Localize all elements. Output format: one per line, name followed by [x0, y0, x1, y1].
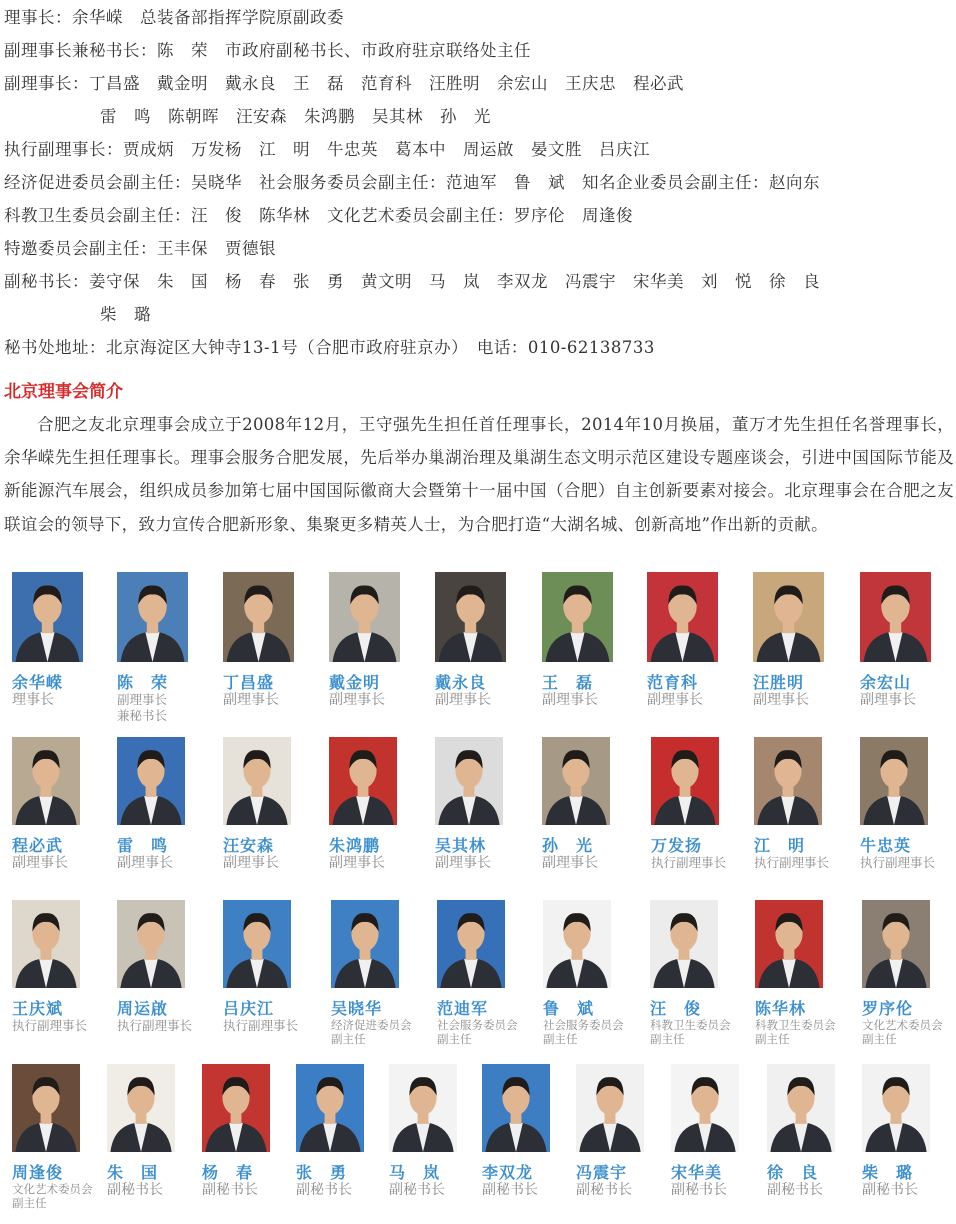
member-role: 副理事长 — [223, 855, 279, 871]
member-role: 执行副理事长 — [754, 855, 830, 870]
member-card — [107, 1064, 201, 1224]
member-role: 副理事长 — [435, 855, 491, 871]
member-role: 理事长 — [12, 692, 54, 708]
member-card — [862, 1064, 956, 1224]
member-card — [651, 737, 745, 897]
portrait-photo — [223, 572, 294, 662]
member-name: 罗序伦 — [862, 999, 914, 1018]
member-card — [223, 572, 317, 732]
member-card — [202, 1064, 296, 1224]
info-line-deputy-secretaries-cont: 柴 璐 — [100, 305, 151, 324]
member-name: 汪胜明 — [753, 673, 805, 692]
portrait-photo — [651, 737, 719, 825]
member-name: 朱鸿鹏 — [329, 836, 381, 855]
member-role: 执行副理事长 — [117, 1018, 193, 1033]
member-card — [767, 1064, 861, 1224]
member-card — [12, 737, 106, 897]
member-name: 戴金明 — [329, 673, 381, 692]
member-role: 副秘书长 — [202, 1182, 258, 1198]
member-role: 副理事长 — [753, 692, 809, 708]
member-card — [329, 737, 423, 897]
member-card — [542, 572, 636, 732]
member-role: 科教卫生委员会 副主任 — [650, 1018, 731, 1047]
member-name: 程必武 — [12, 836, 64, 855]
member-name: 吴其林 — [435, 836, 487, 855]
portrait-photo — [331, 900, 399, 988]
portrait-photo — [117, 737, 185, 825]
member-role: 社会服务委员会 副主任 — [543, 1018, 624, 1047]
portrait-photo — [754, 737, 822, 825]
member-card — [117, 737, 211, 897]
member-role: 副理事长 — [647, 692, 703, 708]
member-card — [437, 900, 531, 1060]
member-role: 副理事长 — [223, 692, 279, 708]
member-role: 文化艺术委员会 副主任 — [862, 1018, 943, 1047]
member-role: 执行副理事长 — [12, 1018, 88, 1033]
member-name: 宋华美 — [671, 1163, 723, 1182]
member-role: 经济促进委员会 副主任 — [331, 1018, 412, 1047]
member-card — [671, 1064, 765, 1224]
member-name: 鲁 斌 — [543, 999, 595, 1018]
member-card — [296, 1064, 390, 1224]
member-name: 孙 光 — [542, 836, 594, 855]
portrait-photo — [576, 1064, 644, 1152]
portrait-photo — [767, 1064, 835, 1152]
portrait-photo — [650, 900, 718, 988]
portrait-photo — [437, 900, 505, 988]
member-name: 范育科 — [647, 673, 699, 692]
member-card — [542, 737, 636, 897]
portrait-photo — [755, 900, 823, 988]
member-card — [754, 737, 848, 897]
member-name: 汪安森 — [223, 836, 275, 855]
portrait-photo — [223, 900, 291, 988]
member-card — [12, 900, 106, 1060]
portrait-photo — [12, 1064, 80, 1152]
intro-paragraph: 合肥之友北京理事会成立于2008年12月，王守强先生担任首任理事长，2014年10月换届，董万才先生担任名誉理事长，余华嵘先生担任理事长。理事会服务合肥发展，先后举办巢湖治理及巢湖生态文明示范区建设专题座谈会，引进中国国际节能及新能源汽车展会，组织成员参加第七届中国国际徽商大会暨第十一届中国（合肥）自主创新要素对接会。北京理事会在合肥之友联谊会的领导下，致力宣传合肥新形象、集聚更多精英人士，为合肥打造“大湖名城、创新高地”作出新的贡献。 — [4, 415, 954, 534]
member-name: 陈 荣 — [117, 673, 169, 692]
member-card — [576, 1064, 670, 1224]
member-role: 副理事长 — [329, 855, 385, 871]
member-name: 吕庆江 — [223, 999, 275, 1018]
member-card — [435, 737, 529, 897]
portrait-photo — [117, 900, 185, 988]
member-card — [482, 1064, 576, 1224]
member-card — [650, 900, 744, 1060]
info-line-committee-deputies-1: 经济促进委员会副主任：吴晓华 社会服务委员会副主任：范迪军 鲁 斌 知名企业委员会副主任：赵向东 — [4, 173, 820, 192]
member-name: 李双龙 — [482, 1163, 534, 1182]
info-line-deputy-secretaries: 副秘书长：姜守保 朱 国 杨 春 张 勇 黄文明 马 岚 李双龙 冯震宇 宋华美 刘 悦 徐 良 — [4, 272, 820, 291]
member-name: 吴晓华 — [331, 999, 383, 1018]
member-role: 副理事长 — [12, 855, 68, 871]
portrait-photo — [860, 737, 928, 825]
member-card — [862, 900, 956, 1060]
portrait-photo — [542, 572, 613, 662]
member-role: 副理事长 — [542, 855, 598, 871]
member-name: 戴永良 — [435, 673, 487, 692]
member-name: 周逢俊 — [12, 1163, 64, 1182]
member-role: 副理事长 兼秘书长 — [117, 692, 168, 723]
info-line-special-committee: 特邀委员会副主任：王丰保 贾德银 — [4, 239, 276, 258]
member-role: 副秘书长 — [767, 1182, 823, 1198]
member-role: 副理事长 — [435, 692, 491, 708]
member-name: 王 磊 — [542, 673, 594, 692]
member-role: 副秘书长 — [671, 1182, 727, 1198]
portrait-photo — [647, 572, 718, 662]
member-card — [860, 737, 954, 897]
portrait-photo — [435, 572, 506, 662]
portrait-photo — [862, 1064, 930, 1152]
member-card — [329, 572, 423, 732]
member-photo-grid — [0, 572, 956, 1223]
info-line-chairman: 理事长：余华嵘 总装备部指挥学院原副政委 — [4, 8, 344, 27]
member-role: 副秘书长 — [482, 1182, 538, 1198]
member-name: 江 明 — [754, 836, 806, 855]
member-card — [331, 900, 425, 1060]
member-role: 执行副理事长 — [860, 855, 936, 870]
portrait-photo — [862, 900, 930, 988]
member-name: 余华嵘 — [12, 673, 64, 692]
member-role: 副秘书长 — [389, 1182, 445, 1198]
member-name: 马 岚 — [389, 1163, 441, 1182]
member-name: 丁昌盛 — [223, 673, 275, 692]
member-card — [647, 572, 741, 732]
member-name: 张 勇 — [296, 1163, 348, 1182]
member-card — [753, 572, 847, 732]
member-role: 科教卫生委员会 副主任 — [755, 1018, 836, 1047]
portrait-photo — [329, 737, 397, 825]
portrait-photo — [482, 1064, 550, 1152]
portrait-photo — [12, 900, 80, 988]
info-line-executive-vice-chairmen: 执行副理事长：贾成炳 万发杨 江 明 牛忠英 葛本中 周运啟 晏文胜 吕庆江 — [4, 140, 650, 159]
member-role: 副秘书长 — [107, 1182, 163, 1198]
member-name: 万发扬 — [651, 836, 703, 855]
member-name: 陈华林 — [755, 999, 807, 1018]
portrait-photo — [671, 1064, 739, 1152]
member-role: 副秘书长 — [576, 1182, 632, 1198]
portrait-photo — [202, 1064, 270, 1152]
member-role: 副秘书长 — [862, 1182, 918, 1198]
portrait-photo — [12, 572, 83, 662]
info-line-vice-chairmen: 副理事长：丁昌盛 戴金明 戴永良 王 磊 范育科 汪胜明 余宏山 王庆忠 程必武 — [4, 74, 684, 93]
portrait-photo — [296, 1064, 364, 1152]
member-card — [12, 572, 106, 732]
member-card — [755, 900, 849, 1060]
member-name: 王庆斌 — [12, 999, 64, 1018]
member-name: 柴 璐 — [862, 1163, 914, 1182]
council-info — [4, 4, 954, 367]
portrait-photo — [329, 572, 400, 662]
info-line-committee-deputies-2: 科教卫生委员会副主任：汪 俊 陈华林 文化艺术委员会副主任：罗序伦 周逢俊 — [4, 206, 633, 225]
portrait-photo — [542, 737, 610, 825]
member-card — [117, 572, 211, 732]
section-title: 北京理事会简介 — [4, 382, 123, 402]
member-name: 杨 春 — [202, 1163, 254, 1182]
member-card — [435, 572, 529, 732]
member-role: 社会服务委员会 副主任 — [437, 1018, 518, 1047]
member-role: 文化艺术委员会 副主任 — [12, 1182, 93, 1211]
member-name: 周运啟 — [117, 999, 169, 1018]
member-role: 副理事长 — [329, 692, 385, 708]
member-card — [389, 1064, 483, 1224]
member-role: 执行副理事长 — [651, 855, 727, 870]
member-name: 牛忠英 — [860, 836, 912, 855]
member-card — [223, 900, 317, 1060]
member-name: 雷 鸣 — [117, 836, 169, 855]
member-role: 副秘书长 — [296, 1182, 352, 1198]
member-name: 范迪军 — [437, 999, 489, 1018]
member-name: 徐 良 — [767, 1163, 819, 1182]
portrait-photo — [223, 737, 291, 825]
member-name: 冯震宇 — [576, 1163, 628, 1182]
member-name: 朱 国 — [107, 1163, 159, 1182]
info-line-vice-chairmen-cont: 雷 鸣 陈朝晖 汪安森 朱鸿鹏 吴其林 孙 光 — [100, 107, 491, 126]
portrait-photo — [543, 900, 611, 988]
member-role: 副理事长 — [542, 692, 598, 708]
member-role: 执行副理事长 — [223, 1018, 299, 1033]
member-name: 余宏山 — [860, 673, 912, 692]
portrait-photo — [860, 572, 931, 662]
member-card — [223, 737, 317, 897]
info-line-vice-chairman-secretary: 副理事长兼秘书长：陈 荣 市政府副秘书长、市政府驻京联络处主任 — [4, 41, 531, 60]
info-line-address: 秘书处地址：北京海淀区大钟寺13-1号（合肥市政府驻京办） 电话：010-62138733 — [4, 338, 655, 357]
member-role: 副理事长 — [860, 692, 916, 708]
member-card — [117, 900, 211, 1060]
member-name: 汪 俊 — [650, 999, 702, 1018]
portrait-photo — [12, 737, 80, 825]
portrait-photo — [753, 572, 824, 662]
member-card — [543, 900, 637, 1060]
member-role: 副理事长 — [117, 855, 173, 871]
portrait-photo — [389, 1064, 457, 1152]
member-card — [860, 572, 954, 732]
portrait-photo — [107, 1064, 175, 1152]
member-card — [12, 1064, 106, 1224]
portrait-photo — [435, 737, 503, 825]
portrait-photo — [117, 572, 188, 662]
